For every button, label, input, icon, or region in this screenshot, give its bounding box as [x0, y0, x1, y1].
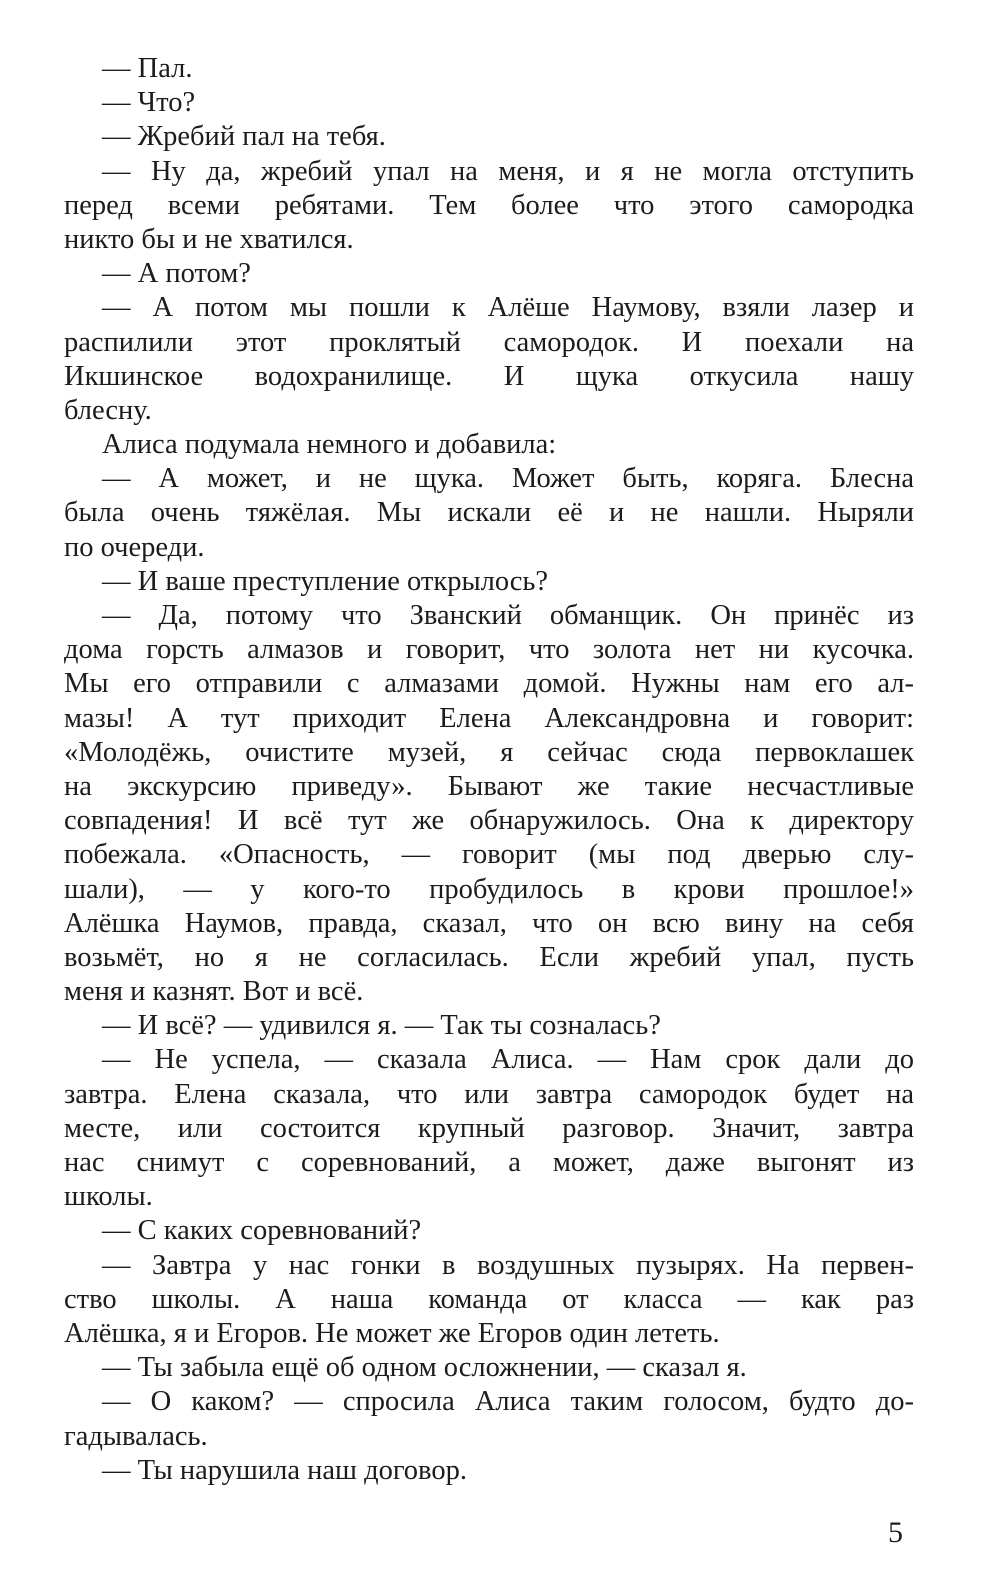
text-line: — А может, и не щука. Может быть, коряга. Блесна: [102, 463, 914, 495]
text-line: — О каком? — спросила Алиса таким голосом, будто до-: [102, 1386, 914, 1418]
text-line: Алиса подумала немного и добавила:: [102, 429, 557, 461]
text-line: блесну.: [64, 394, 152, 426]
text-line: месте, или состоится крупный разговор. Значит, завтра: [64, 1112, 914, 1144]
text-line: возьмёт, но я не согласилась. Если жребий упал, пусть: [64, 941, 914, 973]
text-line: — Завтра у нас гонки в воздушных пузырях. На первен-: [102, 1249, 914, 1281]
text-line: — Пал.: [102, 53, 193, 84]
text-line: — И ваше преступление открылось?: [102, 565, 549, 597]
text-line: завтра. Елена сказала, что или завтра самородок будет на: [64, 1078, 914, 1110]
page-number: 5: [888, 1516, 903, 1549]
text-line: — А потом?: [102, 258, 251, 290]
text-line: мазы! А тут приходит Елена Александровна и говорит:: [64, 702, 914, 734]
text-line: ство школы. А наша команда от класса — как раз: [64, 1283, 914, 1315]
text-line: Алёшка, я и Егоров. Не может же Егоров один лететь.: [64, 1317, 720, 1349]
text-line: «Молодёжь, очистите музей, я сейчас сюда первоклашек: [64, 736, 914, 768]
text-line: — А потом мы пошли к Алёше Наумову, взяли лазер и: [102, 292, 914, 324]
text-line: — Что?: [102, 87, 196, 119]
text-line: нас снимут с соревнований, а может, даже выгонят из: [64, 1147, 914, 1178]
text-line: — Да, потому что Званский обманщик. Он принёс из: [102, 600, 914, 631]
text-line: меня и казнят. Вот и всё.: [64, 976, 364, 1008]
text-line: распилили этот проклятый самородок. И поехали на: [64, 326, 914, 358]
text-line: совпадения! И всё тут же обнаружилось. Она к директору: [64, 805, 914, 837]
text-line: — Ты нарушила наш договор.: [102, 1454, 467, 1486]
text-line: — Жребий пал на тебя.: [102, 121, 386, 153]
text-line: шали), — у кого-то пробудилось в крови прошлое!»: [64, 873, 914, 905]
text-line: гадывалась.: [64, 1420, 208, 1452]
text-line: по очереди.: [64, 531, 205, 563]
text-line: Мы его отправили с алмазами домой. Нужны нам его ал-: [64, 668, 914, 700]
text-line: на экскурсию приведу». Бывают же такие несчастливые: [64, 770, 914, 802]
text-line: — Ну да, жребий упал на меня, и я не могла отступить: [102, 155, 914, 187]
text-line: была очень тяжёлая. Мы искали её и не нашли. Ныряли: [64, 497, 914, 529]
text-line: — С каких соревнований?: [102, 1215, 422, 1247]
page-text: [64, 52, 914, 1488]
text-line: побежала. «Опасность, — говорит (мы под дверью слу-: [64, 839, 914, 871]
text-line: перед всеми ребятами. Тем более что этого самородка: [64, 189, 914, 221]
text-line: — Не успела, — сказала Алиса. — Нам срок дали до: [102, 1044, 914, 1076]
text-line: никто бы и не хватился.: [64, 223, 354, 255]
text-line: дома горсть алмазов и говорит, что золота нет ни кусочка.: [64, 634, 914, 666]
text-line: — Ты забыла ещё об одном осложнении, — сказал я.: [102, 1352, 747, 1384]
text-line: Икшинское водохранилище. И щука откусила нашу: [64, 360, 914, 392]
text-line: Алёшка Наумов, правда, сказал, что он всю вину на себя: [64, 907, 914, 939]
text-line: — И всё? — удивился я. — Так ты созналась?: [102, 1010, 661, 1042]
text-line: школы.: [64, 1181, 153, 1213]
